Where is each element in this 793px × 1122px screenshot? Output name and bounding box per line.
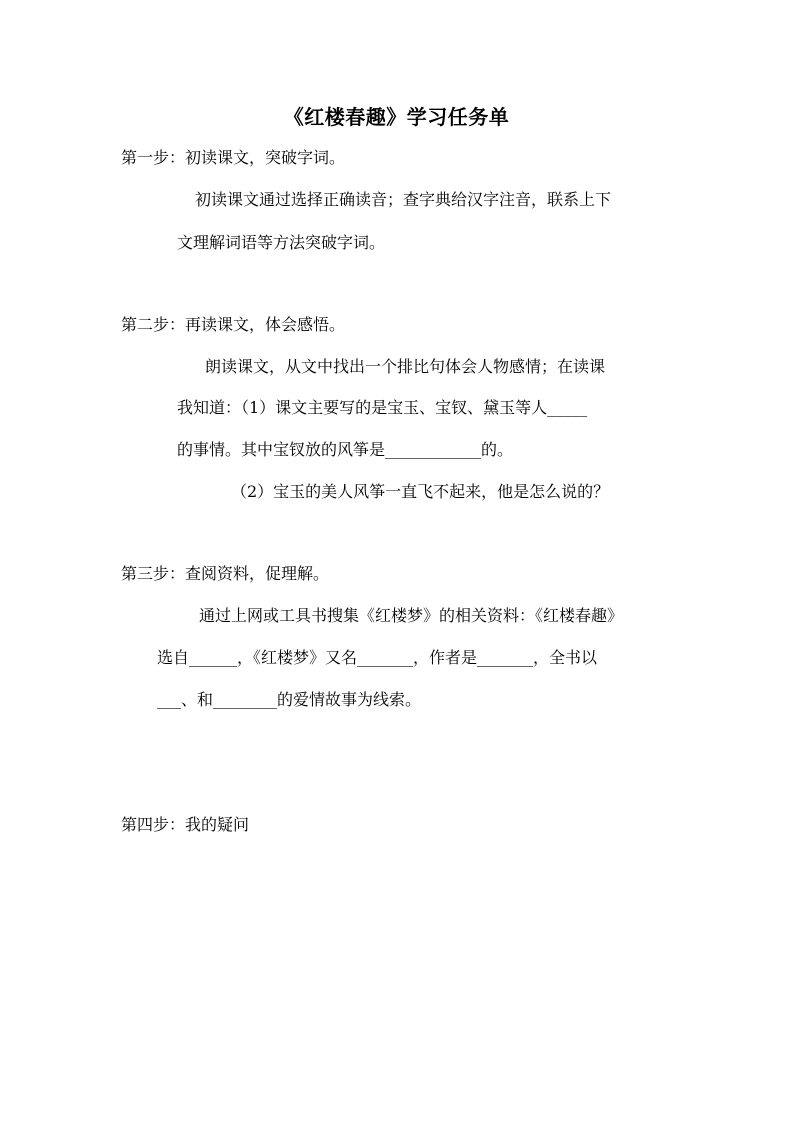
step3-line-1: 通过上网或工具书搜集《红楼梦》的相关资料：《红楼春趣》 [199,606,624,625]
step2-line-2: 我知道：（1）课文主要写的是宝玉、宝钗、黛玉等人_____ [177,398,588,417]
step3-heading: 第三步：查阅资料，促理解。 [121,564,330,583]
step4-heading: 第四步：我的疑问 [121,815,250,834]
step1-heading: 第一步：初读课文，突破字词。 [121,148,346,167]
step2-heading: 第二步：再读课文，体会感悟。 [121,315,346,334]
page-title: 《红楼春趣》学习任务单 [283,105,510,129]
step2-line-1: 朗读课文，从文中找出一个排比句体会人物感情；在读课 [205,357,606,376]
step3-line-2: 选自______，《红楼梦》又名_______，作者是_______，全书以 [157,648,598,667]
step3-line-3: ___、和________的爱情故事为线索。 [157,690,422,709]
step1-line-2: 文理解词语等方法突破字词。 [177,233,386,252]
step2-line-4: （2）宝玉的美人风筝一直飞不起来，他是怎么说的？ [231,482,610,501]
step1-line-1: 初读课文通过选择正确读音；查字典给汉字注音，联系上下 [195,190,612,209]
step2-line-3: 的事情。其中宝钗放的风筝是____________的。 [177,440,514,459]
